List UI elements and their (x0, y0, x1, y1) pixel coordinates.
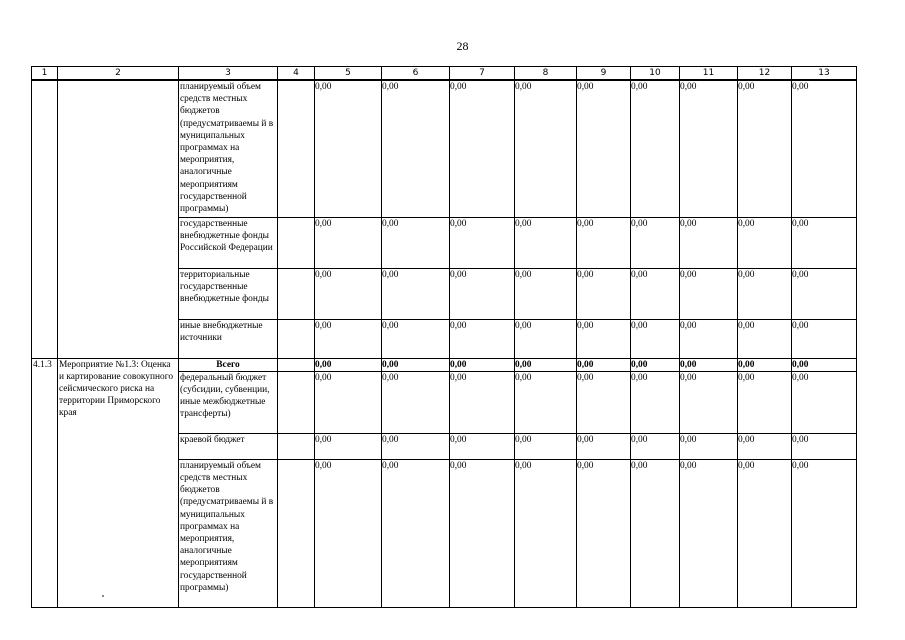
value-cell: 0,00 (577, 433, 631, 459)
value-cell: 0,00 (382, 217, 450, 268)
value-cell: 0,00 (792, 459, 857, 607)
value-cell: 0,00 (680, 319, 738, 358)
value-cell: 0,00 (738, 319, 792, 358)
table-row (32, 80, 857, 217)
value-cell: 0,00 (680, 80, 738, 217)
value-cell: 0,00 (738, 80, 792, 217)
col4-cell (278, 459, 315, 607)
value-cell: 0,00 (631, 80, 680, 217)
value-cell: 0,00 (577, 268, 631, 319)
value-cell: 0,00 (577, 217, 631, 268)
funding-source: государственные внебюджетные фонды Российской Федерации (179, 217, 278, 268)
table-row (32, 358, 857, 371)
value-cell: 0,00 (382, 358, 450, 371)
value-cell: 0,00 (315, 371, 382, 433)
value-cell: 0,00 (450, 268, 515, 319)
value-cell: 0,00 (680, 217, 738, 268)
value-cell: 0,00 (792, 433, 857, 459)
column-header: 1 (32, 67, 58, 81)
value-cell: 0,00 (631, 433, 680, 459)
value-cell: 0,00 (450, 217, 515, 268)
col4-cell (278, 358, 315, 371)
col4-cell (278, 268, 315, 319)
column-header: 12 (738, 67, 792, 81)
value-cell: 0,00 (315, 319, 382, 358)
value-cell: 0,00 (515, 433, 577, 459)
row-name: Мероприятие №1.3: Оценка и картирование совокупного сейсмического риска на территории Приморского края (58, 358, 179, 607)
value-cell: 0,00 (738, 268, 792, 319)
column-header: 2 (58, 67, 179, 81)
value-cell: 0,00 (515, 80, 577, 217)
value-cell: 0,00 (680, 371, 738, 433)
col4-cell (278, 319, 315, 358)
value-cell: 0,00 (515, 268, 577, 319)
value-cell: 0,00 (382, 459, 450, 607)
value-cell: 0,00 (450, 80, 515, 217)
value-cell: 0,00 (315, 459, 382, 607)
value-cell: 0,00 (450, 358, 515, 371)
value-cell: 0,00 (382, 319, 450, 358)
value-cell: 0,00 (738, 371, 792, 433)
funding-source: краевой бюджет (179, 433, 278, 459)
value-cell: 0,00 (515, 217, 577, 268)
column-header: 3 (179, 67, 278, 81)
value-cell: 0,00 (315, 358, 382, 371)
col4-cell (278, 80, 315, 217)
row-code: 4.1.3 (32, 358, 58, 607)
value-cell: 0,00 (680, 433, 738, 459)
value-cell: 0,00 (515, 358, 577, 371)
value-cell: 0,00 (577, 371, 631, 433)
value-cell: 0,00 (792, 80, 857, 217)
funding-source: планируемый объем средств местных бюджетов (предусматриваемы й в муниципальных программах на мероприятия, аналогичные мероприятиям государственной программы) (179, 459, 278, 607)
funding-source: иные внебюджетные источники (179, 319, 278, 358)
value-cell: 0,00 (631, 371, 680, 433)
value-cell: 0,00 (631, 459, 680, 607)
value-cell: 0,00 (382, 433, 450, 459)
value-cell: 0,00 (680, 459, 738, 607)
scan-artifact (102, 595, 104, 597)
value-cell: 0,00 (515, 371, 577, 433)
value-cell: 0,00 (738, 358, 792, 371)
value-cell: 0,00 (450, 459, 515, 607)
budget-table (31, 66, 857, 608)
value-cell: 0,00 (450, 433, 515, 459)
row-code (32, 80, 58, 358)
column-header: 5 (315, 67, 382, 81)
value-cell: 0,00 (382, 371, 450, 433)
value-cell: 0,00 (792, 217, 857, 268)
column-header: 11 (680, 67, 738, 81)
value-cell: 0,00 (792, 371, 857, 433)
row-name (58, 80, 179, 358)
column-header: 13 (792, 67, 857, 81)
value-cell: 0,00 (577, 80, 631, 217)
column-header: 8 (515, 67, 577, 81)
col4-cell (278, 433, 315, 459)
value-cell: 0,00 (577, 358, 631, 371)
funding-source: территориальные государственные внебюджетные фонды (179, 268, 278, 319)
column-header: 9 (577, 67, 631, 81)
value-cell: 0,00 (382, 80, 450, 217)
col4-cell (278, 371, 315, 433)
value-cell: 0,00 (315, 217, 382, 268)
header-row (32, 67, 857, 81)
value-cell: 0,00 (515, 459, 577, 607)
value-cell: 0,00 (450, 319, 515, 358)
column-header: 7 (450, 67, 515, 81)
value-cell: 0,00 (577, 459, 631, 607)
value-cell: 0,00 (792, 268, 857, 319)
value-cell: 0,00 (382, 268, 450, 319)
page-number: 28 (456, 39, 469, 53)
value-cell: 0,00 (577, 319, 631, 358)
funding-source-total: Всего (179, 358, 278, 371)
value-cell: 0,00 (792, 319, 857, 358)
value-cell: 0,00 (738, 217, 792, 268)
funding-source: федеральный бюджет (субсидии, субвенции, иные межбюджетные трансферты) (179, 371, 278, 433)
value-cell: 0,00 (680, 358, 738, 371)
value-cell: 0,00 (450, 371, 515, 433)
funding-source: планируемый объем средств местных бюджетов (предусматриваемы й в муниципальных программах на мероприятия, аналогичные мероприятиям государственной программы) (179, 80, 278, 217)
value-cell: 0,00 (792, 358, 857, 371)
column-header: 10 (631, 67, 680, 81)
value-cell: 0,00 (315, 80, 382, 217)
value-cell: 0,00 (738, 433, 792, 459)
value-cell: 0,00 (631, 358, 680, 371)
value-cell: 0,00 (631, 268, 680, 319)
column-header: 6 (382, 67, 450, 81)
value-cell: 0,00 (631, 217, 680, 268)
col4-cell (278, 217, 315, 268)
value-cell: 0,00 (631, 319, 680, 358)
column-header: 4 (278, 67, 315, 81)
value-cell: 0,00 (315, 268, 382, 319)
value-cell: 0,00 (315, 433, 382, 459)
value-cell: 0,00 (680, 268, 738, 319)
value-cell: 0,00 (515, 319, 577, 358)
value-cell: 0,00 (738, 459, 792, 607)
